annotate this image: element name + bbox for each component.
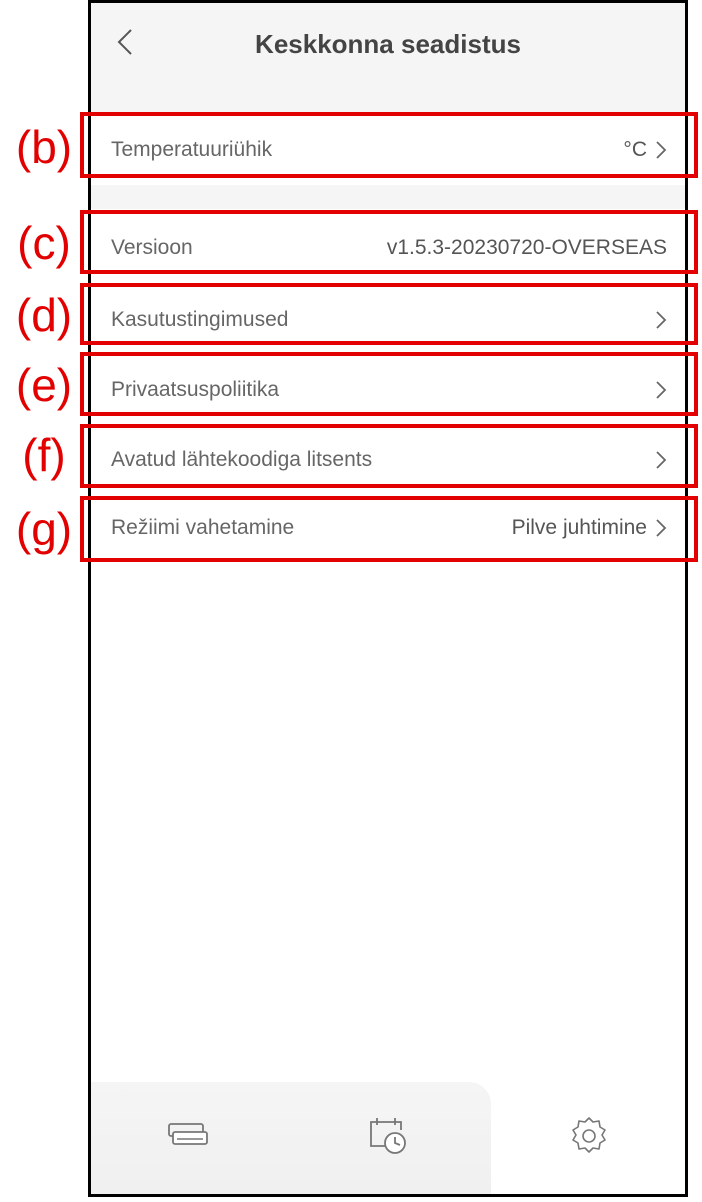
row-label: Avatud lähtekoodiga litsents — [111, 448, 373, 471]
settings-icon[interactable] — [567, 1112, 611, 1156]
schedule-icon[interactable] — [365, 1112, 409, 1156]
tab-bar-left-bg — [91, 1082, 491, 1194]
page-title: Keskkonna seadistus — [255, 29, 521, 59]
row-label: Režiimi vahetamine — [111, 516, 295, 539]
annotation-box-b — [80, 112, 698, 178]
annotation-label-e: (e) — [15, 359, 73, 411]
row-label: Privaatsuspoliitika — [111, 378, 280, 401]
section-gap — [91, 183, 685, 209]
row-label: Kasutustingimused — [111, 308, 289, 331]
annotation-label-f: (f) — [22, 429, 66, 481]
annotation-label-g: (g) — [15, 503, 73, 555]
annotation-label-d: (d) — [15, 289, 73, 341]
row-value: °C — [623, 138, 647, 161]
section-gap — [91, 87, 685, 115]
phone-screen — [88, 0, 688, 1197]
device-icon[interactable] — [166, 1112, 210, 1156]
annotation-label-b: (b) — [15, 121, 73, 173]
row-label: Temperatuuriühik — [111, 138, 273, 161]
annotation-box-d — [80, 283, 698, 345]
tab-bar — [91, 1082, 685, 1194]
row-label: Versioon — [111, 236, 193, 259]
row-value: Pilve juhtimine — [511, 516, 647, 539]
row-value: v1.5.3-20230720-OVERSEAS — [386, 236, 667, 259]
annotation-box-g — [80, 496, 698, 562]
annotation-box-f — [80, 424, 698, 488]
header — [91, 3, 685, 87]
annotation-label-c: (c) — [17, 217, 71, 269]
annotation-box-c — [80, 210, 698, 274]
annotation-box-e — [80, 352, 698, 416]
